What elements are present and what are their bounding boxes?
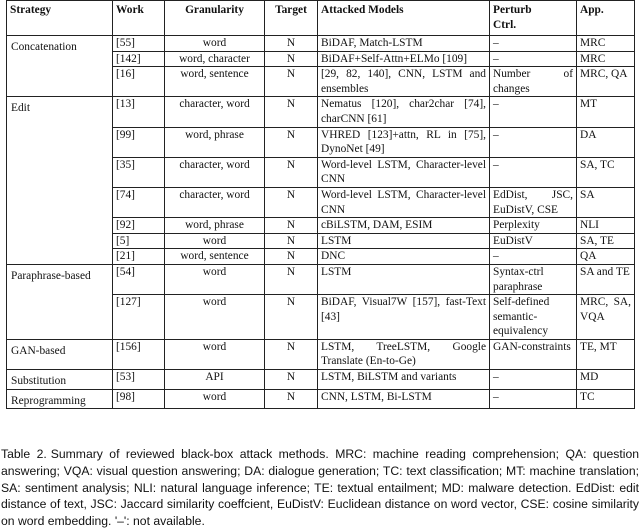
cell-strategy: Substitution <box>7 370 113 390</box>
cell-granularity: word <box>165 36 265 52</box>
cell-granularity: word <box>165 233 265 249</box>
cell-granularity: character, word <box>165 157 265 187</box>
cell-target: N <box>265 218 318 234</box>
cell-attacked-models: LSTM <box>318 233 490 249</box>
cell-work: [55] <box>113 36 165 52</box>
cell-app: SA, TC <box>577 157 635 187</box>
cell-target: N <box>265 370 318 390</box>
cell-target: N <box>265 51 318 67</box>
table-row <box>7 36 635 52</box>
cell-work: [53] <box>113 370 165 390</box>
cell-perturb-ctrl: – <box>490 127 577 157</box>
table-row <box>7 389 635 409</box>
cell-attacked-models: DNC <box>318 249 490 265</box>
cell-attacked-models: BiDAF, Visual7W [157], fast-Text [43] <box>318 295 490 340</box>
cell-attacked-models: [29, 82, 140], CNN, LSTM and ensembles <box>318 67 490 97</box>
cell-granularity: word, character <box>165 51 265 67</box>
table-row <box>7 339 635 369</box>
cell-app: SA and TE <box>577 264 635 294</box>
cell-target: N <box>265 127 318 157</box>
cell-work: [5] <box>113 233 165 249</box>
cell-attacked-models: CNN, LSTM, Bi-LSTM <box>318 389 490 409</box>
cell-perturb-ctrl: – <box>490 97 577 127</box>
cell-work: [54] <box>113 264 165 294</box>
cell-attacked-models: VHRED [123]+attn, RL in [75], DynoNet [49] <box>318 127 490 157</box>
cell-strategy: Concatenation <box>7 36 113 97</box>
cell-granularity: word, phrase <box>165 127 265 157</box>
cell-app: QA <box>577 249 635 265</box>
attack-methods-table <box>6 0 635 409</box>
cell-target: N <box>265 97 318 127</box>
cell-perturb-ctrl: EuDistV <box>490 233 577 249</box>
cell-granularity: word <box>165 264 265 294</box>
header-strategy: Strategy <box>7 1 113 36</box>
table-row <box>7 97 635 127</box>
cell-work: [127] <box>113 295 165 340</box>
table-header-row <box>7 1 635 36</box>
cell-app: MRC <box>577 51 635 67</box>
table-row <box>7 370 635 390</box>
cell-perturb-ctrl: – <box>490 36 577 52</box>
cell-app: SA, TE <box>577 233 635 249</box>
cell-work: [74] <box>113 187 165 217</box>
cell-app: DA <box>577 127 635 157</box>
cell-app: NLI <box>577 218 635 234</box>
cell-attacked-models: BiDAF+Self-Attn+ELMo [109] <box>318 51 490 67</box>
cell-granularity: character, word <box>165 187 265 217</box>
cell-granularity: character, word <box>165 97 265 127</box>
cell-strategy: GAN-based <box>7 339 113 369</box>
header-app: App. <box>577 1 635 36</box>
header-work: Work <box>113 1 165 36</box>
header-perturb-line1: Perturb <box>493 4 532 16</box>
cell-app: TC <box>577 389 635 409</box>
cell-target: N <box>265 67 318 97</box>
table-body <box>7 36 635 409</box>
table-caption <box>1 446 639 530</box>
cell-attacked-models: LSTM, TreeLSTM, Google Translate (En-to-Ge) <box>318 339 490 369</box>
cell-granularity: word, phrase <box>165 218 265 234</box>
caption-text: Summary of reviewed black-box attack methods. MRC: machine reading comprehension; QA: question answering; VQA: visual question answering; DA: dialogue generation; TC: text classification; MT: machine translation; SA: sentiment analysis; NLI: natural language inference; TE: textual entailment; MD: malware detection. EdDist: edit distance of text, JSC: Jaccard similarity coeffcient, EuDistV: Euclidean distance on word vector, CSE: cosine similarity on word embedding. '–': not available. <box>1 447 639 529</box>
header-granularity: Granularity <box>165 1 265 36</box>
caption-label: Table 2. <box>1 447 47 461</box>
cell-target: N <box>265 249 318 265</box>
cell-attacked-models: LSTM <box>318 264 490 294</box>
cell-perturb-ctrl: Syntax-ctrl paraphrase <box>490 264 577 294</box>
cell-strategy: Reprogramming <box>7 389 113 409</box>
cell-perturb-ctrl: Number of changes <box>490 67 577 97</box>
cell-granularity: word, sentence <box>165 249 265 265</box>
cell-target: N <box>265 36 318 52</box>
cell-attacked-models: Word-level LSTM, Character-level CNN <box>318 157 490 187</box>
cell-work: [98] <box>113 389 165 409</box>
cell-target: N <box>265 233 318 249</box>
cell-attacked-models: Word-level LSTM, Character-level CNN <box>318 187 490 217</box>
cell-work: [142] <box>113 51 165 67</box>
cell-target: N <box>265 264 318 294</box>
cell-target: N <box>265 157 318 187</box>
cell-perturb-ctrl: – <box>490 249 577 265</box>
cell-attacked-models: Nematus [120], char2char [74], charCNN [61] <box>318 97 490 127</box>
cell-attacked-models: BiDAF, Match-LSTM <box>318 36 490 52</box>
header-target: Target <box>265 1 318 36</box>
cell-granularity: word, sentence <box>165 67 265 97</box>
cell-target: N <box>265 339 318 369</box>
cell-app: TE, MT <box>577 339 635 369</box>
cell-perturb-ctrl: GAN-constraints <box>490 339 577 369</box>
cell-work: [99] <box>113 127 165 157</box>
cell-perturb-ctrl: – <box>490 157 577 187</box>
table-row <box>7 264 635 294</box>
cell-work: [16] <box>113 67 165 97</box>
cell-strategy: Paraphrase-based <box>7 264 113 339</box>
cell-work: [13] <box>113 97 165 127</box>
cell-work: [156] <box>113 339 165 369</box>
cell-target: N <box>265 187 318 217</box>
cell-attacked-models: LSTM, BiLSTM and variants <box>318 370 490 390</box>
cell-perturb-ctrl: Self-defined semantic-equivalency <box>490 295 577 340</box>
cell-app: MD <box>577 370 635 390</box>
cell-target: N <box>265 295 318 340</box>
cell-app: SA <box>577 187 635 217</box>
cell-perturb-ctrl: Perplexity <box>490 218 577 234</box>
cell-target: N <box>265 389 318 409</box>
cell-granularity: API <box>165 370 265 390</box>
cell-attacked-models: cBiLSTM, DAM, ESIM <box>318 218 490 234</box>
cell-perturb-ctrl: – <box>490 51 577 67</box>
cell-work: [21] <box>113 249 165 265</box>
cell-app: MRC, QA <box>577 67 635 97</box>
cell-granularity: word <box>165 389 265 409</box>
cell-app: MRC, SA, VQA <box>577 295 635 340</box>
cell-app: MRC <box>577 36 635 52</box>
cell-perturb-ctrl: EdDist, JSC, EuDistV, CSE <box>490 187 577 217</box>
header-perturb-ctrl <box>490 1 577 36</box>
cell-perturb-ctrl: – <box>490 370 577 390</box>
cell-app: MT <box>577 97 635 127</box>
header-perturb-line2: Ctrl. <box>493 18 517 31</box>
cell-work: [35] <box>113 157 165 187</box>
header-attacked-models: Attacked Models <box>318 1 490 36</box>
cell-granularity: word <box>165 295 265 340</box>
cell-strategy: Edit <box>7 97 113 265</box>
cell-granularity: word <box>165 339 265 369</box>
cell-work: [92] <box>113 218 165 234</box>
cell-perturb-ctrl: – <box>490 389 577 409</box>
